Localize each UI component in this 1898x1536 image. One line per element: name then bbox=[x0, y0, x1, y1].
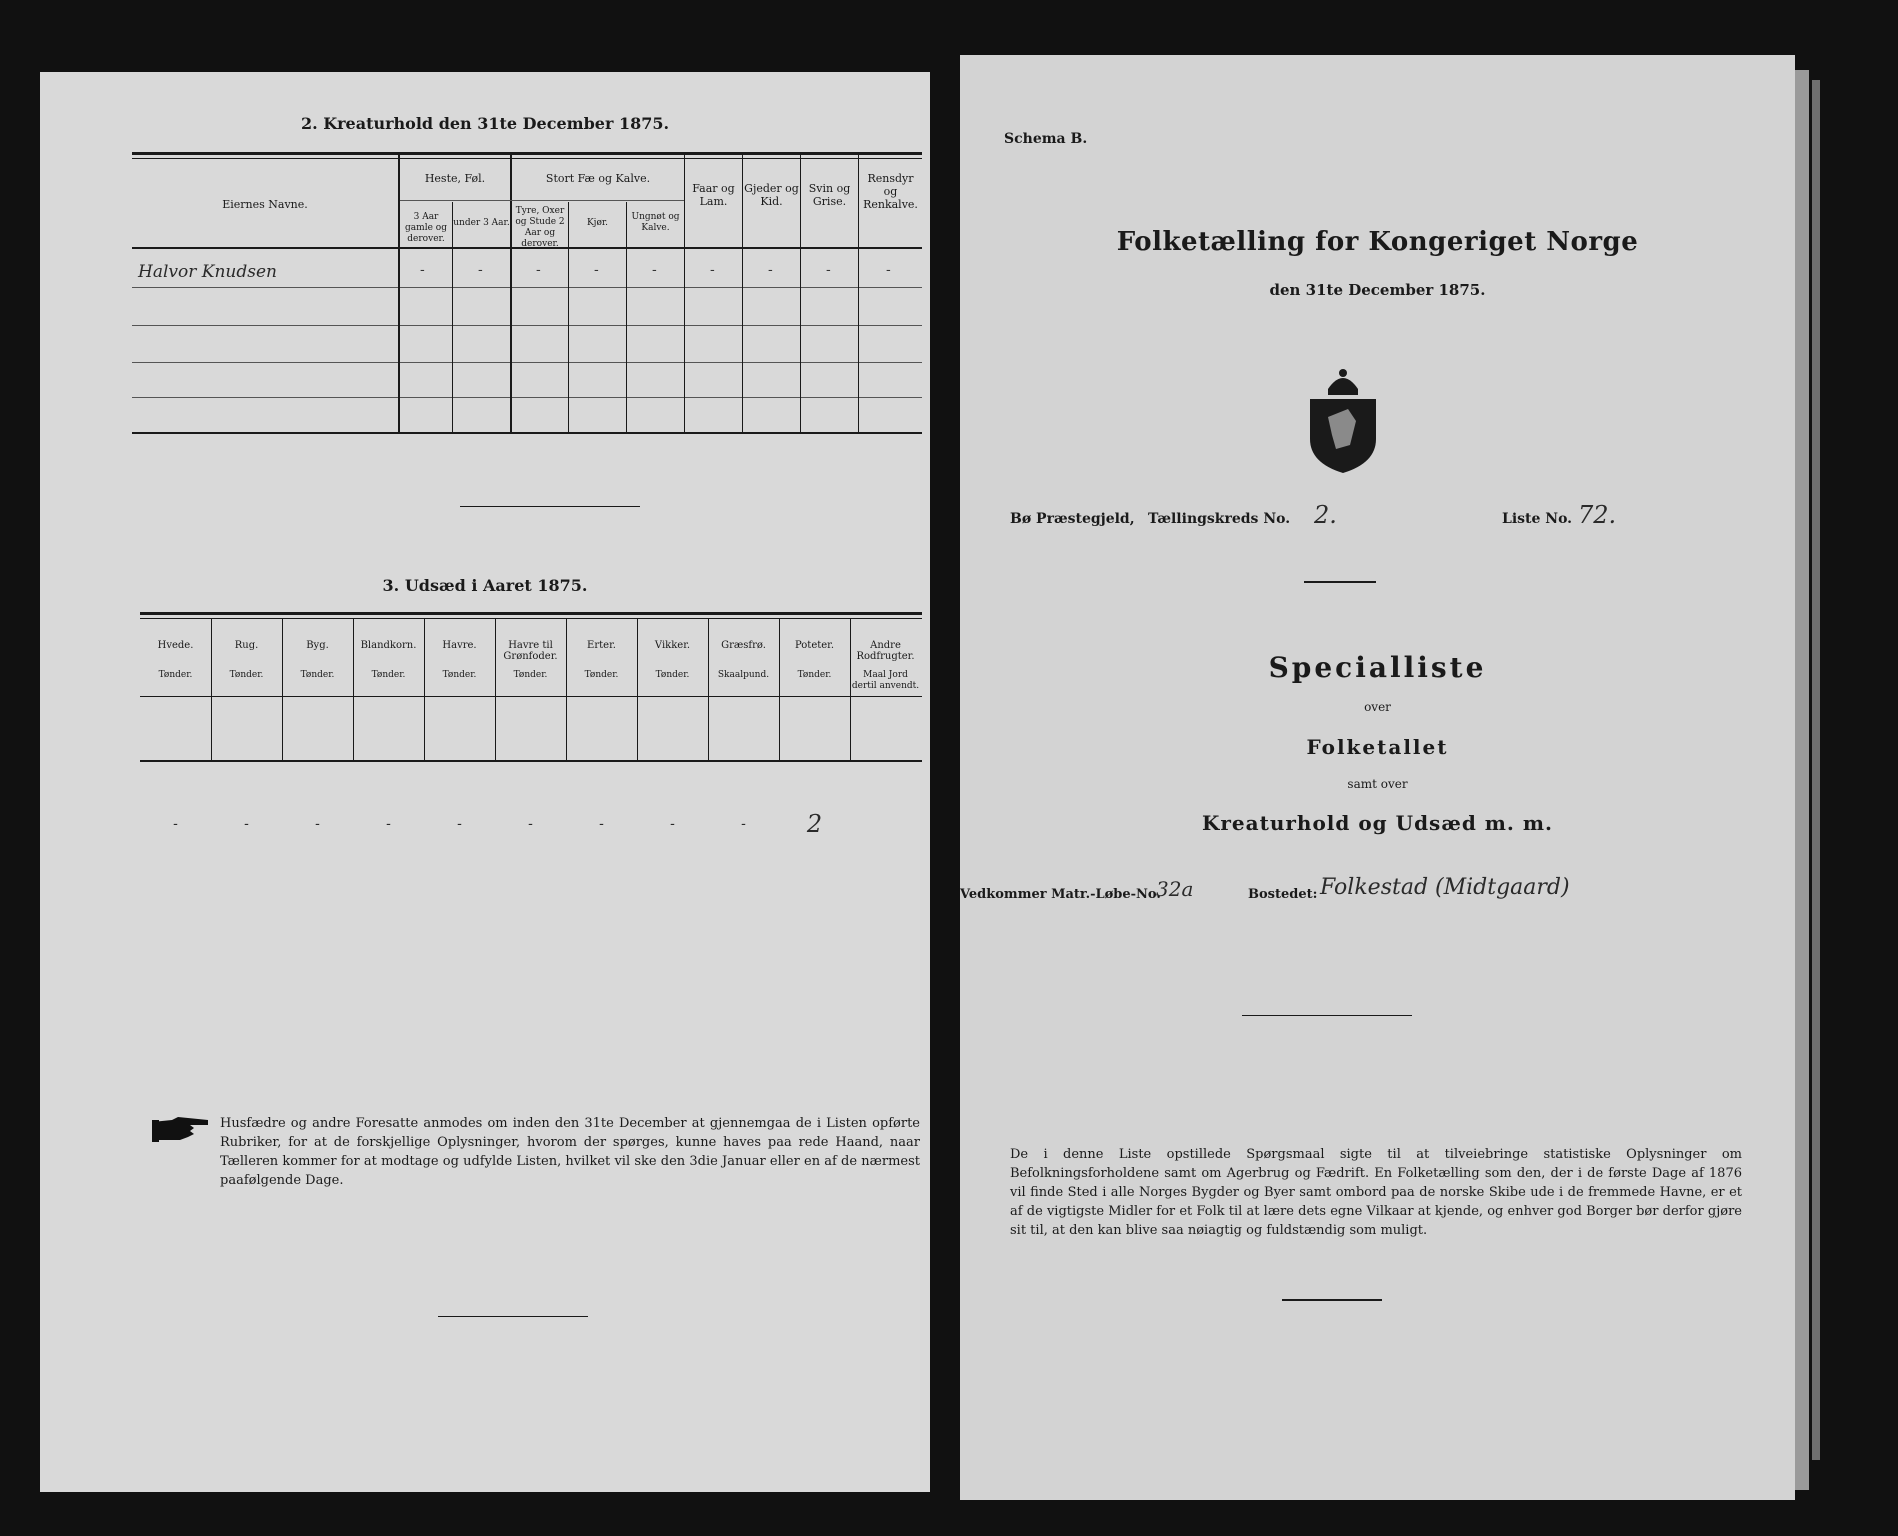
specialliste-title: Specialliste bbox=[1268, 651, 1487, 684]
cell-dash: - bbox=[536, 262, 541, 278]
stortfae-sub2: Kjør. bbox=[586, 218, 609, 228]
faar-header: Faar og Lam. bbox=[692, 182, 735, 208]
crop-unit: Tønder. bbox=[513, 670, 548, 680]
title: Folketælling for Kongeriget Norge bbox=[1116, 227, 1639, 257]
matr-label: Vedkommer Matr.-Løbe-No. bbox=[960, 887, 1161, 902]
crop-value: - bbox=[315, 816, 320, 832]
divider-bottom bbox=[438, 1316, 588, 1317]
cell-dash: - bbox=[710, 262, 715, 278]
crop-value: - bbox=[528, 816, 533, 832]
crop-top-rule bbox=[140, 612, 922, 615]
coat-of-arms-icon bbox=[1304, 365, 1382, 475]
samt-over: samt over bbox=[1347, 777, 1408, 791]
crop-name: Græsfrø. bbox=[721, 640, 766, 651]
crop-header-rule bbox=[140, 696, 922, 697]
crop-unit: Tønder. bbox=[442, 670, 477, 680]
cell-dash: - bbox=[652, 262, 657, 278]
crop-name: Byg. bbox=[306, 640, 329, 651]
crop-name: Havre til Grønfoder. bbox=[503, 640, 558, 662]
rensdyr-header: Rensdyr og Renkalve. bbox=[863, 172, 918, 211]
col-rule bbox=[626, 202, 627, 434]
crop-unit: Tønder. bbox=[655, 670, 690, 680]
page-edges bbox=[1812, 80, 1820, 1460]
crop-value: - bbox=[386, 816, 391, 832]
footer-text: De i denne Liste opstillede Spørgsmaal sigte til at tilveiebringe statistiske Oplysninger om Befolkningsforholdene samt om Agerbrug og Fædrift. En Folketælling som den, der i de første Dage af 1876 vil finde Sted i alle Norges Bygder og Byer samt ombord paa de norske Skibe ude i de fremmede Havne, er et af de vigtigste Midler for et Folk til at lære dets egne Vilkaar at kjende, og enhver god Borger bør derfor gjøre sit til, at den kan blive saa nøiagtig og fuldstændig som muligt. bbox=[1010, 1147, 1742, 1238]
bosted-value: Folkestad (Midtgaard) bbox=[1320, 875, 1570, 900]
table-top-rule-2 bbox=[132, 158, 922, 159]
liste-label: Liste No. bbox=[1502, 511, 1573, 527]
liste-value: 72. bbox=[1578, 501, 1617, 529]
pointing-hand-icon bbox=[150, 1114, 212, 1144]
crop-value: - bbox=[670, 816, 675, 832]
bosted-label: Bostedet: bbox=[1248, 887, 1318, 902]
crop-name: Andre Rodfrugter. bbox=[856, 640, 915, 662]
col-rule bbox=[398, 154, 400, 434]
prestegjeld-label: Bø Præstegjeld, bbox=[1010, 511, 1135, 527]
schema-label: Schema B. bbox=[1004, 131, 1088, 147]
crop-unit: Maal Jord dertil anvendt. bbox=[851, 670, 920, 691]
crop-value: - bbox=[244, 816, 249, 832]
section-2-title: 2. Kreaturhold den 31te December 1875. bbox=[300, 114, 670, 133]
crop-value: - bbox=[173, 816, 178, 832]
cell-dash: - bbox=[768, 262, 773, 278]
crop-name: Vikker. bbox=[654, 640, 691, 651]
left-page bbox=[40, 72, 930, 1492]
crop-unit: Tønder. bbox=[300, 670, 335, 680]
table-top-rule bbox=[132, 152, 922, 155]
crop-name: Hvede. bbox=[157, 640, 194, 651]
crop-name: Blandkorn. bbox=[360, 640, 417, 651]
heste-sub2: under 3 Aar. bbox=[453, 218, 510, 228]
crop-top-rule-2 bbox=[140, 618, 922, 619]
section-3-title: 3. Udsæd i Aaret 1875. bbox=[382, 576, 588, 595]
crop-name: Rug. bbox=[234, 640, 259, 651]
col-rule bbox=[568, 202, 569, 434]
gjeder-header: Gjeder og Kid. bbox=[744, 182, 799, 208]
stortfae-sub1: Tyre, Oxer og Stude 2 Aar og derover. bbox=[515, 206, 565, 249]
kreds-label: Tællingskreds No. bbox=[1148, 511, 1291, 527]
divider bbox=[1242, 1015, 1412, 1016]
col-rule bbox=[452, 202, 453, 434]
heste-header: Heste, Føl. bbox=[424, 172, 486, 185]
cell-dash: - bbox=[886, 262, 891, 278]
owner-header: Eiernes Navne. bbox=[222, 198, 308, 211]
divider bbox=[1304, 581, 1376, 583]
crop-value: - bbox=[457, 816, 462, 832]
over-1: over bbox=[1364, 700, 1391, 714]
date-line: den 31te December 1875. bbox=[1269, 281, 1486, 299]
owner-entry: Halvor Knudsen bbox=[138, 262, 277, 282]
cell-dash: - bbox=[420, 262, 425, 278]
crop-name: Havre. bbox=[442, 640, 477, 651]
folketallet: Folketallet bbox=[1306, 735, 1449, 759]
matr-value: 32a bbox=[1156, 877, 1194, 901]
right-page bbox=[960, 55, 1795, 1500]
cell-dash: - bbox=[594, 262, 599, 278]
col-rule bbox=[510, 154, 512, 434]
row-rule bbox=[132, 287, 922, 288]
crop-unit: Tønder. bbox=[229, 670, 264, 680]
crop-value: - bbox=[599, 816, 604, 832]
notice-text: Husfædre og andre Foresatte anmodes om inden den 31te December at gjennemgaa de i Listen opførte Rubriker, for at de forskjellige Oplysninger, hvorom der spørges, kunne haves paa rede Haand, naar Tælleren kommer for at modtage og udfylde Listen, hvilket vil ske den 3die Januar eller en af de nærmest paafølgende Dage. bbox=[220, 1116, 920, 1188]
crop-unit: Tønder. bbox=[158, 670, 193, 680]
crop-value: - bbox=[741, 816, 746, 832]
crop-unit: Tønder. bbox=[584, 670, 619, 680]
crop-unit: Tønder. bbox=[797, 670, 832, 680]
row-rule bbox=[132, 397, 922, 398]
heste-sub1: 3 Aar gamle og derover. bbox=[405, 212, 447, 244]
crop-unit: Skaalpund. bbox=[717, 670, 770, 680]
cell-dash: - bbox=[478, 262, 483, 278]
crop-name: Erter. bbox=[587, 640, 616, 651]
svin-header: Svin og Grise. bbox=[808, 182, 851, 208]
subheader-rule bbox=[400, 200, 684, 201]
kreds-value: 2. bbox=[1314, 501, 1337, 529]
crop-unit: Tønder. bbox=[371, 670, 406, 680]
stortfae-header: Stort Fæ og Kalve. bbox=[545, 172, 651, 185]
crop-bottom-rule bbox=[140, 760, 922, 762]
stortfae-sub3: Ungnøt og Kalve. bbox=[631, 212, 680, 233]
table-bottom-rule bbox=[132, 432, 922, 434]
divider-bottom bbox=[1282, 1299, 1382, 1301]
crop-value: 2 bbox=[806, 810, 823, 838]
cell-dash: - bbox=[826, 262, 831, 278]
kreaturhold-line: Kreaturhold og Udsæd m. m. bbox=[1202, 811, 1553, 835]
page-edges bbox=[1795, 70, 1809, 1490]
divider bbox=[460, 506, 640, 507]
row-rule bbox=[132, 325, 922, 326]
row-rule bbox=[132, 362, 922, 363]
crop-name: Poteter. bbox=[794, 640, 835, 651]
